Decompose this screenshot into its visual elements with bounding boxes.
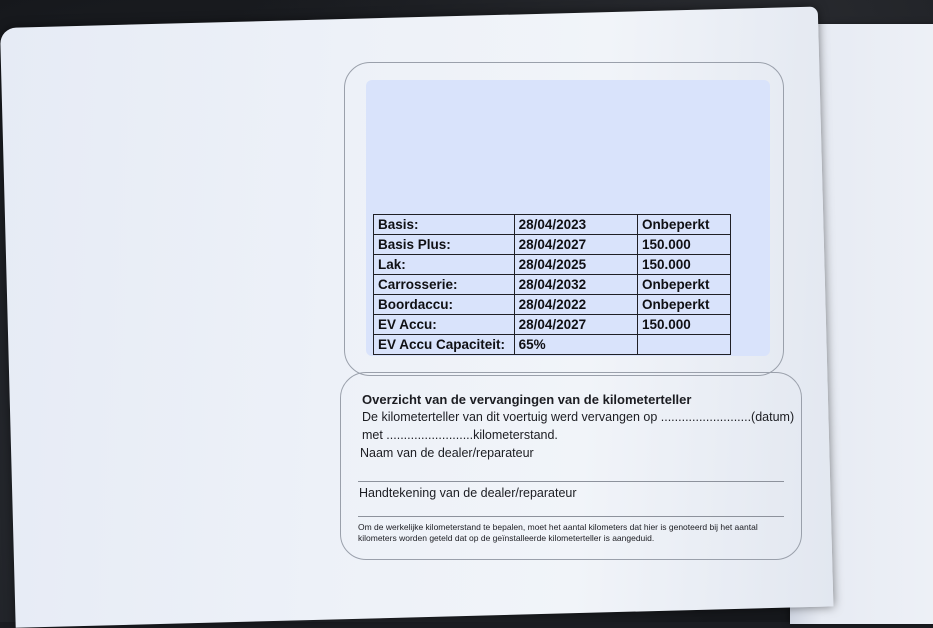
signature-line: [358, 516, 784, 517]
warranty-row-date: 28/04/2023: [514, 215, 637, 235]
warranty-row-date: 28/04/2032: [514, 275, 637, 295]
table-row: [374, 275, 731, 295]
warranty-row-km: [637, 335, 730, 355]
dealer-name-line: [358, 481, 784, 482]
warranty-row-label: EV Accu Capaciteit:: [374, 335, 515, 355]
odometer-replaced-line: De kilometerteller van dit voertuig werd vervangen op ..........................(datum): [362, 410, 795, 424]
warranty-row-date: 28/04/2022: [514, 295, 637, 315]
warranty-row-km: 150.000: [637, 315, 730, 335]
warranty-row-km: 150.000: [637, 235, 730, 255]
warranty-row-date: 65%: [514, 335, 637, 355]
table-row: [374, 295, 731, 315]
table-row: [374, 235, 731, 255]
warranty-row-label: Lak:: [374, 255, 515, 275]
warranty-row-label: EV Accu:: [374, 315, 515, 335]
odometer-km-line: met .........................kilometerstand.: [362, 428, 558, 442]
warranty-row-label: Basis Plus:: [374, 235, 515, 255]
table-row: [374, 255, 731, 275]
warranty-row-km: Onbeperkt: [637, 215, 730, 235]
dealer-name-label: Naam van de dealer/reparateur: [360, 446, 534, 460]
warranty-row-km: Onbeperkt: [637, 295, 730, 315]
table-row: [374, 215, 731, 235]
warranty-row-label: Boordaccu:: [374, 295, 515, 315]
table-row: [374, 335, 731, 355]
warranty-row-km: Onbeperkt: [637, 275, 730, 295]
warranty-row-label: Carrosserie:: [374, 275, 515, 295]
odometer-title: Overzicht van de vervangingen van de kilometerteller: [362, 392, 692, 407]
signature-label: Handtekening van de dealer/reparateur: [359, 486, 577, 500]
warranty-row-label: Basis:: [374, 215, 515, 235]
warranty-row-date: 28/04/2027: [514, 235, 637, 255]
table-row: [374, 315, 731, 335]
odometer-note: Om de werkelijke kilometerstand te bepalen, moet het aantal kilometers dat hier is genoteerd bij het aantal kilometers worden geteld dat op de geïnstalleerde kilometerteller is aangeduid.: [358, 522, 758, 543]
warranty-row-date: 28/04/2027: [514, 315, 637, 335]
warranty-row-date: 28/04/2025: [514, 255, 637, 275]
warranty-row-km: 150.000: [637, 255, 730, 275]
warranty-table: [373, 214, 731, 355]
